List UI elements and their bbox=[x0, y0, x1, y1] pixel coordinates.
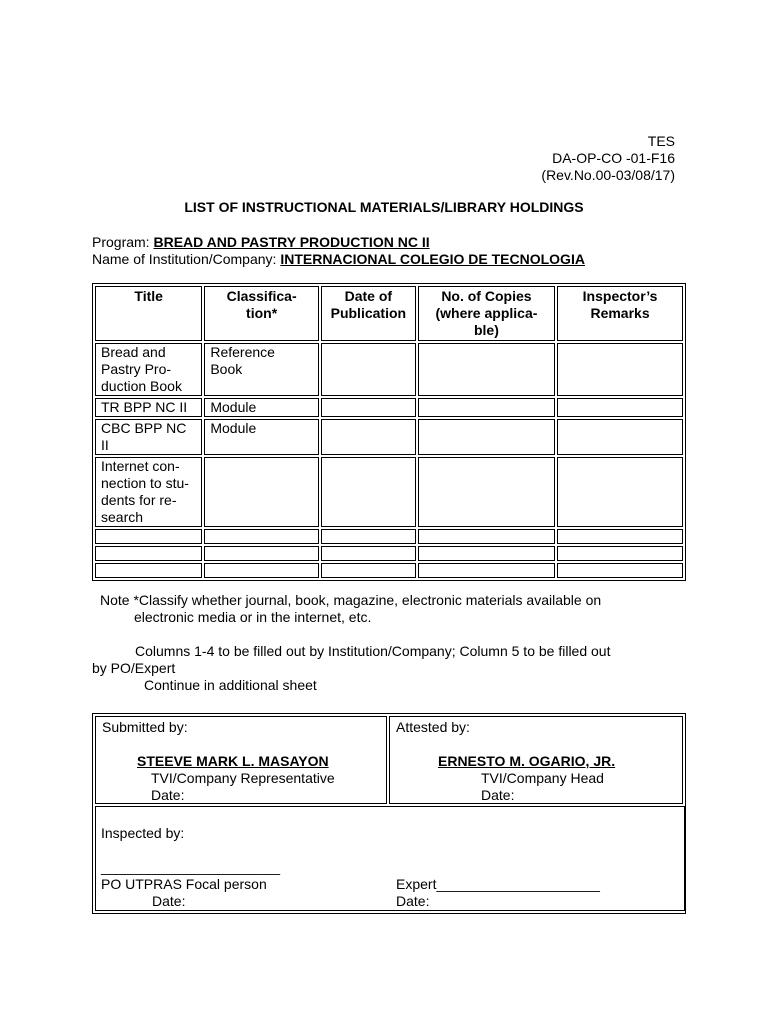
attested-role: TVI/Company Head bbox=[481, 770, 604, 786]
table-row bbox=[95, 398, 683, 417]
table-cell bbox=[557, 398, 683, 417]
document-title: LIST OF INSTRUCTIONAL MATERIALS/LIBRARY HOLDINGS bbox=[184, 199, 584, 215]
attested-label: Attested by: bbox=[396, 719, 470, 735]
table-cell bbox=[418, 529, 555, 544]
note-line-2b: by PO/Expert bbox=[92, 660, 176, 676]
form-code-line-1: TES bbox=[647, 133, 675, 149]
table-row bbox=[95, 529, 683, 544]
submitted-box bbox=[95, 716, 387, 804]
table-cell bbox=[418, 546, 555, 561]
col-header-title: Title bbox=[95, 286, 202, 341]
table-cell bbox=[204, 457, 319, 527]
submitted-name: STEEVE MARK L. MASAYON bbox=[137, 753, 329, 769]
table-cell bbox=[557, 529, 683, 544]
table-cell: Module bbox=[204, 419, 319, 455]
table-row bbox=[95, 546, 683, 561]
table-cell bbox=[418, 419, 555, 455]
table-cell bbox=[418, 457, 555, 527]
table-cell bbox=[557, 457, 683, 527]
table-cell: TR BPP NC II bbox=[95, 398, 202, 417]
col-header-classification: Classifica- tion* bbox=[204, 286, 319, 341]
attested-box bbox=[389, 716, 683, 804]
note-line-2: Columns 1-4 to be filled out by Institution/Company; Column 5 to be filled out bbox=[135, 643, 611, 659]
table-row bbox=[95, 419, 683, 455]
table-cell bbox=[321, 398, 416, 417]
table-cell bbox=[557, 419, 683, 455]
table-cell bbox=[557, 563, 683, 578]
table-row bbox=[95, 343, 683, 396]
holdings-table bbox=[92, 283, 686, 581]
note-line-1: Note *Classify whether journal, book, magazine, electronic materials available on bbox=[100, 592, 602, 608]
table-cell bbox=[204, 529, 319, 544]
table-cell bbox=[204, 563, 319, 578]
submitted-date: Date: bbox=[151, 787, 185, 803]
table-cell bbox=[557, 546, 683, 561]
table-cell bbox=[321, 563, 416, 578]
col-header-date: Date of Publication bbox=[321, 286, 416, 341]
table-cell: Reference Book bbox=[204, 343, 319, 396]
table-cell bbox=[204, 546, 319, 561]
table-cell bbox=[321, 457, 416, 527]
table-cell bbox=[321, 343, 416, 396]
table-cell bbox=[557, 343, 683, 396]
table-cell bbox=[321, 529, 416, 544]
submitted-label: Submitted by: bbox=[102, 719, 188, 735]
table-cell: Module bbox=[204, 398, 319, 417]
form-code-line-3: (Rev.No.00-03/08/17) bbox=[541, 167, 675, 183]
program-label: Program: bbox=[92, 234, 154, 250]
institution-line bbox=[92, 251, 585, 268]
table-cell: CBC BPP NC II bbox=[95, 419, 202, 455]
submitted-role: TVI/Company Representative bbox=[151, 770, 335, 786]
note-section bbox=[92, 592, 682, 694]
form-code bbox=[541, 133, 675, 184]
inspected-label: Inspected by: bbox=[101, 825, 185, 841]
signature-block bbox=[92, 713, 686, 914]
inspected-signature-line: _______________________ bbox=[101, 859, 281, 875]
table-row bbox=[95, 457, 683, 527]
form-code-line-2: DA-OP-CO -01-F16 bbox=[552, 150, 675, 166]
table-cell bbox=[418, 563, 555, 578]
table-cell bbox=[321, 546, 416, 561]
table-cell bbox=[321, 419, 416, 455]
table-row bbox=[95, 563, 683, 578]
program-info bbox=[92, 234, 585, 268]
expert-date: Date: bbox=[396, 893, 430, 909]
institution-value: INTERNACIONAL COLEGIO DE TECNOLOGIA bbox=[280, 251, 585, 267]
holdings-table-body bbox=[95, 343, 683, 578]
inspected-box bbox=[95, 806, 685, 911]
table-cell bbox=[95, 563, 202, 578]
institution-label: Name of Institution/Company: bbox=[92, 251, 281, 267]
attested-date: Date: bbox=[481, 787, 515, 803]
po-focal-label: PO UTPRAS Focal person bbox=[101, 876, 267, 892]
program-line bbox=[92, 234, 585, 251]
table-header-row bbox=[95, 286, 683, 341]
note-line-1b: electronic media or in the internet, etc. bbox=[134, 609, 372, 625]
note-line-3: Continue in additional sheet bbox=[144, 677, 317, 693]
program-value: BREAD AND PASTRY PRODUCTION NC II bbox=[153, 234, 430, 250]
table-cell: Internet con- nection to stu- dents for re- search bbox=[95, 457, 202, 527]
table-cell: Bread and Pastry Pro- duction Book bbox=[95, 343, 202, 396]
table-cell bbox=[418, 343, 555, 396]
table-cell bbox=[95, 529, 202, 544]
expert-label: Expert_____________________ bbox=[396, 876, 600, 892]
table-cell bbox=[418, 398, 555, 417]
col-header-copies: No. of Copies (where applica- ble) bbox=[418, 286, 555, 341]
po-date: Date: bbox=[152, 893, 186, 909]
table-cell bbox=[95, 546, 202, 561]
col-header-remarks: Inspector’s Remarks bbox=[557, 286, 683, 341]
attested-name: ERNESTO M. OGARIO, JR. bbox=[438, 753, 616, 769]
